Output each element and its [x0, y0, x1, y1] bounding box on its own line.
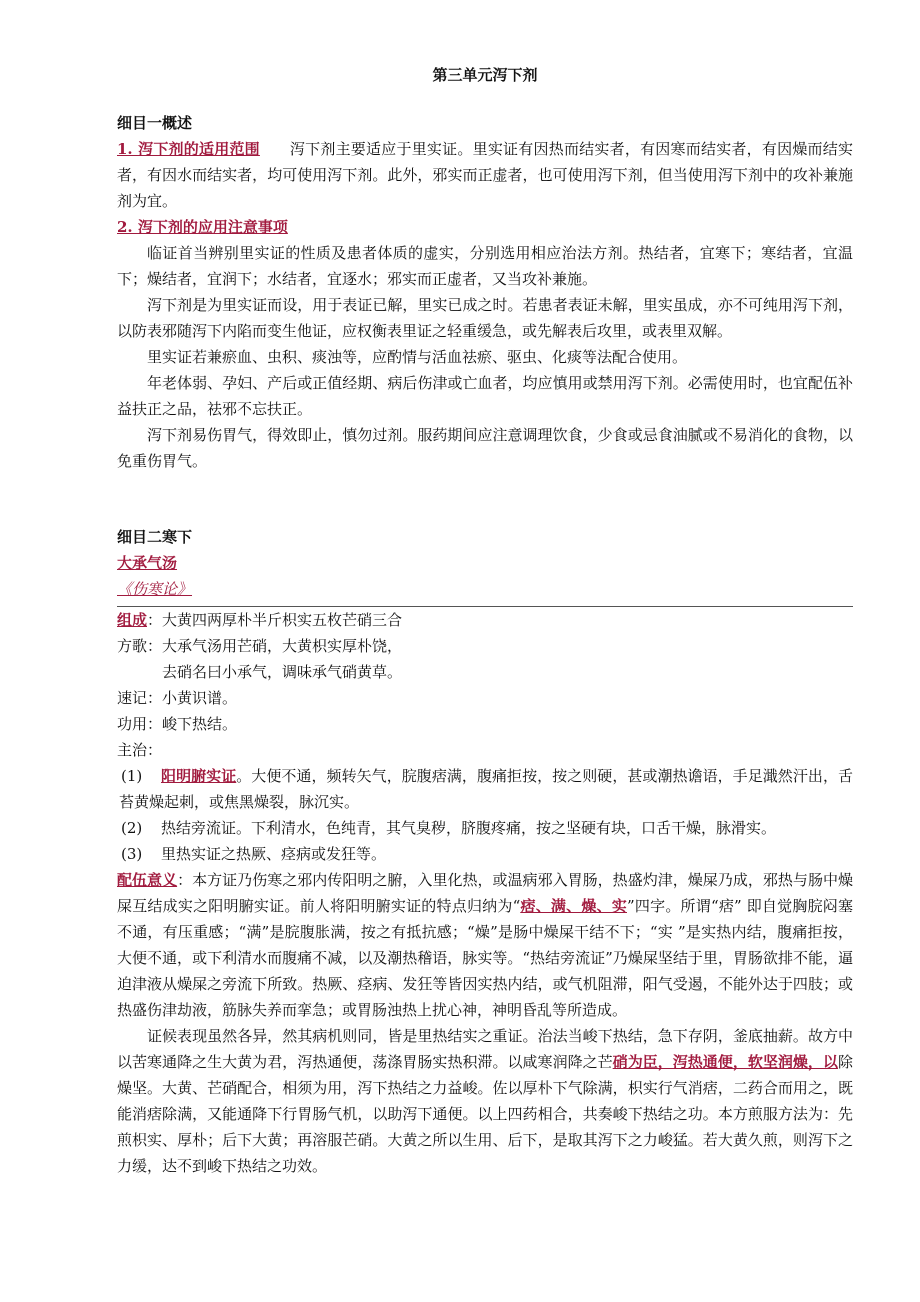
indication-1	[117, 763, 853, 815]
significance-p2-a: 证候表现虽然各异，然其病机则同，皆是里热结实之重证。治法当峻下热结，急下存阴，釜底抽薪。故方中以苦寒通降之生大黄为君，泻热通便，荡涤胃肠实热积滞。以咸寒润降之芒	[117, 1027, 853, 1071]
formula-name: 大承气汤	[117, 554, 178, 572]
indication-3	[117, 841, 853, 867]
s1-paragraph-5: 泻下剂易伤胃气，得效即止，慎勿过剂。服药期间应注意调理饮食，少食或忌食油腻或不易消化的食物，以免重伤胃气。	[117, 426, 853, 470]
composition-text: ：大黄四两厚朴半斤枳实五枚芒硝三合	[147, 611, 403, 629]
significance-p1-key: 痞、满、燥、实	[520, 897, 627, 915]
song-line-1: 大承气汤用芒硝，大黄枳实厚朴饶，	[162, 637, 403, 655]
song-label: 方歌：	[117, 637, 163, 655]
indication-3-text: 里热实证之热厥、痉病或发狂等。	[161, 845, 387, 863]
significance-p2-b: 除燥坚。大黄、芒硝配合，相须为用，泻下热结之力益峻。佐以厚朴下气除满，枳实行气消痞，二药合而用之，既能消痞除满，又能通降下行胃肠气机，以助泻下通便。以上四药相合，共奏峻下热结之功。本方煎服方法为：先煎枳实、厚朴；后下大黄；再溶服芒硝。大黄之所以生用、后下，是取其泻下之力峻猛。若大黄久煎，则泻下之力缓，达不到峻下热结之功效。	[117, 1053, 853, 1175]
s1-paragraph-4: 年老体弱、孕妇、产后或正值经期、病后伤津或亡血者，均应慎用或禁用泻下剂。必需使用时，也宜配伍补益扶正之品，祛邪不忘扶正。	[117, 374, 853, 418]
effect-label: 功用：	[117, 715, 163, 733]
s1-paragraph-3: 里实证若兼瘀血、虫积、痰浊等，应酌情与活血祛瘀、驱虫、化痰等法配合使用。	[147, 348, 688, 366]
effect	[117, 711, 853, 737]
memo	[117, 685, 853, 711]
section1-item1	[117, 136, 853, 214]
significance-p1-a: ：本方证乃伤寒之邪内传阳明之腑，入里化热，或温病邪入胃肠，热盛灼津，燥屎乃成，邪热与肠中燥屎互结成实之阳明腑实证。前人将阳明腑实证的特点归纳为“	[117, 871, 853, 915]
effect-text: 峻下热结。	[162, 715, 238, 733]
significance-p2-key: 硝为臣，泻热通便，软坚润燥，以	[612, 1053, 838, 1071]
indication-1-label: 阳明腑实证	[161, 767, 237, 785]
song	[117, 633, 853, 659]
s1-paragraph-2: 泻下剂是为里实证而设，用于表证已解，里实已成之时。若患者表证未解，里实虽成，亦不可纯用泻下剂，以防表邪随泻下内陷而变生他证，应权衡表里证之轻重缓急，或先解表后攻里，或表里双解。	[117, 296, 853, 340]
section1-heading: 细目一概述	[117, 114, 193, 132]
song-line-2: 去硝名曰小承气，调味承气硝黄草。	[162, 663, 403, 681]
indication-1-number: (1)	[121, 767, 143, 785]
page-title: 第三单元泻下剂	[432, 66, 538, 84]
indication-2-number: (2)	[121, 819, 143, 837]
item1-label: 1. 泻下剂的适用范围	[117, 140, 260, 158]
document-page	[117, 62, 853, 1179]
significance-label: 配伍意义	[117, 871, 178, 889]
composition	[117, 607, 853, 633]
significance-paragraph-1	[117, 867, 853, 1023]
item1-text: 泻下剂主要适应于里实证。里实证有因热而结实者，有因寒而结实者，有因燥而结实者，有因水而结实者，均可使用泻下剂。此外，邪实而正虚者，也可使用泻下剂，但当使用泻下剂中的攻补兼施剂为宜。	[117, 140, 854, 210]
memo-label: 速记：	[117, 689, 163, 707]
composition-label: 组成	[117, 611, 148, 629]
indication-2-text: 热结旁流证。下利清水，色纯青，其气臭秽，脐腹疼痛，按之坚硬有块，口舌干燥，脉滑实。	[161, 819, 777, 837]
significance-paragraph-2	[117, 1023, 853, 1179]
significance-p1-b: ”四字。所谓“痞” 即自觉胸脘闷塞不通，有压重感；“满”是脘腹胀满，按之有抵抗感；“燥”是肠中燥屎干结不下；“实 ”是实热内结，腹痛拒按，大便不通，或下利清水而腹痛不减，以及潮热稽语，脉实等。“热结旁流证”乃燥屎坚结于里，胃肠欲排不能，逼迫津液从燥屎之旁流下所致。热厥、痉病、发狂等皆因实热内结，或气机阻滞，阳气受遏，不能外达于四肢；或热盛伤津劫液，筋脉失养而挛急；或胃肠浊热上扰心神，神明昏乱等所造成。	[117, 897, 853, 1019]
formula-source: 《伤寒论》	[117, 580, 193, 598]
memo-text: 小黄识谱。	[162, 689, 238, 707]
indication-label: 主治：	[117, 741, 163, 759]
indication-1-text: 。大便不通，频转矢气，脘腹痞满，腹痛拒按，按之则硬，甚或潮热谵语，手足濈然汗出，舌苔黄燥起刺，或焦黑燥裂，脉沉实。	[119, 767, 853, 811]
item2-label: 2. 泻下剂的应用注意事项	[117, 218, 288, 236]
section2-heading: 细目二寒下	[117, 528, 193, 546]
indication-3-number: (3)	[121, 845, 143, 863]
indication-2	[117, 815, 853, 841]
s1-paragraph-1: 临证首当辨别里实证的性质及患者体质的虚实，分别选用相应治法方剂。热结者，宜寒下；寒结者，宜温下；燥结者，宜润下；水结者，宜逐水；邪实而正虚者，又当攻补兼施。	[117, 244, 853, 288]
